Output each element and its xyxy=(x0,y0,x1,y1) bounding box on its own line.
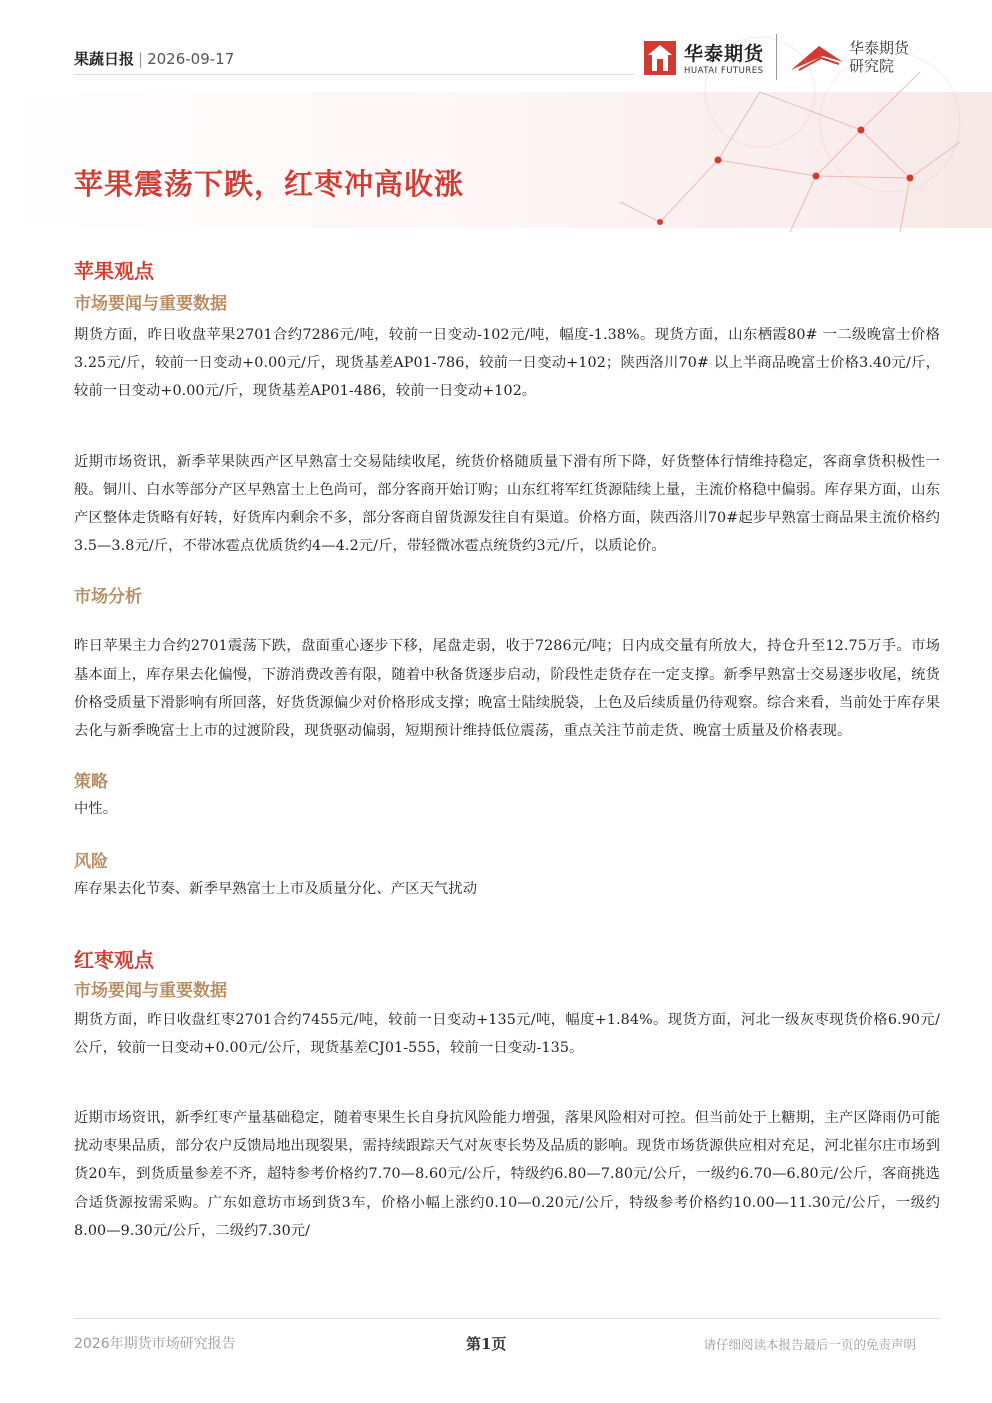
logo-name-en: HUATAI FUTURES xyxy=(684,65,764,76)
apple-risk-heading: 风险 xyxy=(74,852,108,873)
title-banner xyxy=(0,92,992,228)
apple-analysis-heading: 市场分析 xyxy=(74,587,142,608)
institute-name-line1: 华泰期货 xyxy=(849,39,910,57)
footer-divider xyxy=(74,1318,940,1319)
apple-risk-paragraph: 库存果去化节奏、新季早熟富士上市及质量分化、产区天气扰动 xyxy=(74,881,478,898)
apple-section-heading: 苹果观点 xyxy=(74,259,154,283)
page-number: 第1页 xyxy=(466,1335,507,1353)
apple-market-paragraph-1: 期货方面，昨日收盘苹果2701合约7286元/吨，较前一日变动-102元/吨，幅度-1.38%。现货方面，山东栖霞80# 一二级晚富士价格3.25元/斤，较前一日变动+0.00元/斤，现货基差AP01-786，较前一日变动+102；陕西洛川70# 以上半商品晚富士价格3.40元/斤，较前一日变动+0.00元/斤，现货基差AP01-486，较前一日变动+102。 xyxy=(74,327,940,400)
footer-disclaimer-note: 请仔细阅读本报告最后一页的免责声明 xyxy=(703,1337,916,1352)
apple-market-heading: 市场要闻与重要数据 xyxy=(74,294,227,314)
report-title: 苹果震荡下跌，红枣冲高收涨 xyxy=(74,167,465,201)
report-header xyxy=(74,48,234,69)
report-body xyxy=(74,255,940,1245)
jujube-section-heading: 红枣观点 xyxy=(74,947,154,972)
apple-strategy-heading: 策略 xyxy=(74,772,108,793)
jujube-market-heading: 市场要闻与重要数据 xyxy=(74,980,227,1001)
header-divider xyxy=(74,74,634,75)
institute-name-line2: 研究院 xyxy=(849,57,895,75)
network-decoration-icon xyxy=(560,32,992,232)
logo-name-cn: 华泰期货 xyxy=(684,42,765,65)
apple-strategy-paragraph: 中性。 xyxy=(74,801,118,818)
footer-report-name: 2026年期货市场研究报告 xyxy=(74,1336,236,1352)
report-date: 2026-09-17 xyxy=(147,50,235,68)
jujube-market-paragraph-1: 期货方面，昨日收盘红枣2701合约7455元/吨，较前一日变动+135元/吨，幅度+1.84%。现货方面，河北一级灰枣现货价格6.90元/公斤，较前一日变动+0.00元/公斤，现货基差CJ01-555，较前一日变动-135。 xyxy=(74,1011,940,1056)
apple-analysis-paragraph: 昨日苹果主力合约2701震荡下跌，盘面重心逐步下移，尾盘走弱，收于7286元/吨；日内成交量有所放大，持仓升至12.75万手。市场基本面上，库存果去化偏慢，下游消费改善有限，随着中秋备货逐步启动，阶段性走货存在一定支撑。新季早熟富士交易逐步收尾，统货价格受质量下滑影响有所回落，好货货源偏少对价格形成支撑；晚富士陆续脱袋，上色及后续质量仍待观察。综合来看，当前处于库存果去化与新季晚富士上市的过渡阶段，现货驱动偏弱，短期预计维持低位震荡，重点关注节前走货、晚富士质量及价格表现。 xyxy=(74,638,940,740)
jujube-market-paragraph-2: 近期市场资讯，新季红枣产量基础稳定，随着枣果生长自身抗风险能力增强，落果风险相对可控。但当前处于上糖期，主产区降雨仍可能扰动枣果品质，部分农户反馈局地出现裂果，需持续跟踪天气对灰枣长势及品质的影响。现货市场货源供应相对充足，河北崔尔庄市场到货20车，到货质量参差不齐，超特参考价格约7.70—8.60元/公斤，特级约6.80—7.80元/公斤，一级约6.70—6.80元/公斤，客商挑选合适货源按需采购。广东如意坊市场到货3车，价格小幅上涨约0.10—0.20元/公斤，特级参考价格约10.00—11.30元/公斤，一级约8.00—9.30元/公斤，二级约7.30元/ xyxy=(74,1110,940,1239)
apple-market-paragraph-2: 近期市场资讯，新季苹果陕西产区早熟富士交易陆续收尾，统货价格随质量下滑有所下降，好货整体行情维持稳定，客商拿货积极性一般。铜川、白水等部分产区早熟富士上色尚可，部分客商开始订购；山东红将军红货源陆续上量，主流价格稳中偏弱。库存果方面，山东产区整体走货略有好转，好货库内剩余不多，部分客商自留货源发往自有渠道。价格方面，陕西洛川70#起步早熟富士商品果主流价格约3.5—3.8元/斤，不带冰雹点优质货约4—4.2元/斤，带轻微冰雹点统货约3元/斤，以质论价。 xyxy=(74,453,940,555)
report-category: 果蔬日报 xyxy=(74,50,135,68)
header-separator: | xyxy=(138,50,144,68)
